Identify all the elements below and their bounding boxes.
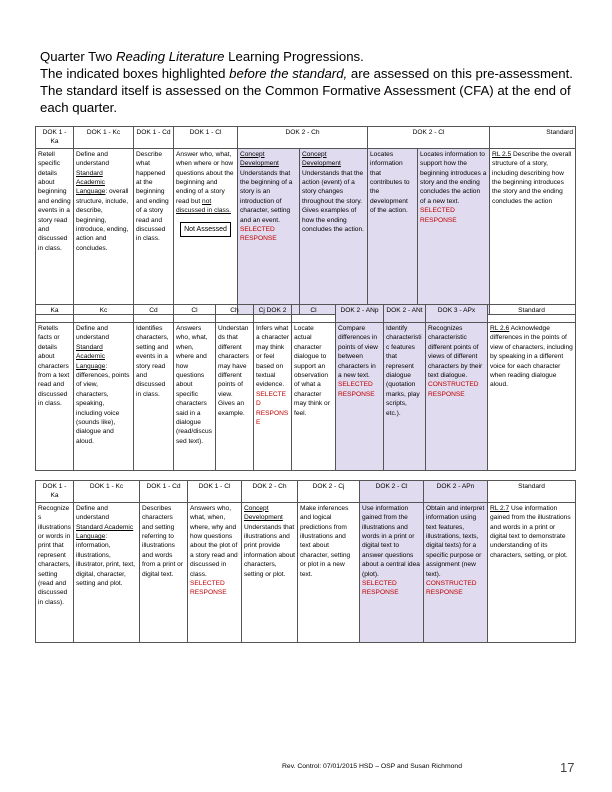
- header-line-1: Quarter Two Reading Literature Learning Progressions.: [40, 49, 364, 64]
- header-cell: Cl: [292, 305, 336, 323]
- table-row: [36, 323, 576, 471]
- table-cell: Describes characters and setting referring to illustrations and words from a print or digital text.: [140, 502, 188, 642]
- header-cell: DOK 2 - APn: [424, 481, 488, 503]
- progression-table-rl-2-5: [35, 126, 576, 315]
- highlighted-cell: Obtain and interpret information using text features, illustrations, texts, digital texts) for a specific purpose or assignment (new text). CONSTRUCTED RESPONSE: [424, 502, 488, 642]
- not-assessed-box: Not Assessed: [180, 222, 231, 237]
- table-cell: Infers what a character may think or feel based on textual evidence. SELECTED RESPONSE: [254, 323, 292, 471]
- header-cell: Kc: [74, 305, 134, 323]
- table-header-row: [36, 481, 576, 503]
- header-cell: DOK 2 - Cl: [360, 481, 424, 503]
- progression-table-rl-2-7: [35, 480, 576, 643]
- table-cell: Recognizes illustrations or words in print that represent characters, setting (read and discussed in class).: [36, 502, 74, 642]
- table-cell: Retells facts or details about characters from a text read and discussed in class.: [36, 323, 74, 471]
- highlighted-cell: Concept Development Understands that the action (event) of a story changes throughout the story. Gives examples of how the ending concludes the action.: [300, 148, 368, 314]
- table-row: [36, 148, 576, 314]
- header-cell: Cj DOK 2: [254, 305, 292, 323]
- highlighted-cell: Recognizes characteristic different points of views of different characters by their text dialogue. CONSTRUCTED RESPONSE: [426, 323, 488, 471]
- progression-table-rl-2-6: [35, 304, 576, 471]
- header-cell: DOK 1 - Cl: [188, 481, 242, 503]
- table-cell: Concept Development Understands that illustrations and print provide information about characters, setting or plot.: [242, 502, 298, 642]
- header-cell: Standard: [488, 305, 576, 323]
- table-cell: Define and understand Standard Academic Language: overall structure, include, describe, beginning, introduce, ending, action and concludes.: [74, 148, 134, 314]
- highlighted-cell: Use information gained from the illustrations and words in a print or digital text to answer questions about a central idea (plot). SELECTED RESPONSE: [360, 502, 424, 642]
- highlighted-cell: Compare differences in points of view between characters in a new text. SELECTED RESPONSE: [336, 323, 384, 471]
- table-cell: Understands that different characters may have different points of view. Gives an example.: [216, 323, 254, 471]
- table-cell: Define and understand Standard Academic Language: information, illustrations, illustrator, print, text, digital, character, setting and plot.: [74, 502, 140, 642]
- table-row: [36, 502, 576, 642]
- header-cell: DOK 1 - Ka: [36, 127, 74, 149]
- header-cell: DOK 1 - Kc: [74, 127, 134, 149]
- header-cell: DOK 1 - Cd: [134, 127, 174, 149]
- table-cell: Define and understand Standard Academic Language: differences, points of view, characters, speaking, including voice (sounds like), dialogue and aloud.: [74, 323, 134, 471]
- table-cell: Make inferences and logical predictions from illustrations and text about character, setting or plot in a new text.: [298, 502, 360, 642]
- header-cell: Standard: [490, 127, 576, 149]
- table-cell: Identifies characters, setting and events in a story read and discussed in class.: [134, 323, 174, 471]
- header-cell: DOK 2 - Ch: [242, 481, 298, 503]
- header-cell: DOK 1 - Kc: [74, 481, 140, 503]
- table-cell: Answers who, what, when, where, why and how questions about the plot of a story read and discussed in class. SELECTED RESPONSE: [188, 502, 242, 642]
- header-cell: DOK 1 - Ka: [36, 481, 74, 503]
- highlighted-cell: Concept Development Understands that the beginning of a story is an introduction of character, setting and an event. SELECTED RESPONSE: [238, 148, 300, 314]
- table-header-row: [36, 127, 576, 149]
- header-cell: DOK 1 - Cd: [140, 481, 188, 503]
- header-cell: DOK 2 - Cj: [298, 481, 360, 503]
- header-cell: DOK 2 - Cl: [368, 127, 490, 149]
- highlighted-cell: Locates information to support how the beginning introduces a story and the ending concludes the action of a new text. SELECTED RESPONSE: [418, 148, 490, 314]
- standard-cell: RL 2.5 Describe the overall structure of a story, including describing how the beginning introduces the story and the ending concludes the action: [490, 148, 576, 314]
- header-cell: DOK 2 - Ch: [238, 127, 368, 149]
- standard-cell: RL 2.7 Use information gained from the illustrations and words in a print or digital text to demonstrate understanding of its characters, setting, or plot.: [488, 502, 576, 642]
- header-cell: DOK 1 - Cl: [174, 127, 238, 149]
- table-cell: Describe what happened at the beginning and ending of a story read and discussed in class.: [134, 148, 174, 314]
- header-cell: DOK 3 - APx: [426, 305, 488, 323]
- footer-revision-control: Rev. Control: 07/01/2015 HSD – OSP and Susan Richmond: [282, 763, 462, 770]
- highlighted-cell: Locates information that contributes to the development of the action.: [368, 148, 418, 314]
- header-cell: Cl: [174, 305, 216, 323]
- page-number: 17: [560, 760, 575, 775]
- header-cell: DOK 2 - ANt: [384, 305, 426, 323]
- header-line-2: The indicated boxes highlighted before the standard, are assessed on this pre-assessment. The standard itself is assessed on the Common Formative Assessment (CFA) at the end of each quarter.: [40, 66, 573, 115]
- highlighted-cell: Identify characteristic features that represent dialogue (quotation marks, play scripts, etc.).: [384, 323, 426, 471]
- table-cell: Retell specific details about beginning and ending events in a story read and discussed in class.: [36, 148, 74, 314]
- header-cell: DOK 2 - ANp: [336, 305, 384, 323]
- header-cell: Standard: [488, 481, 576, 503]
- table-header-row: [36, 305, 576, 323]
- table-cell: Answer who, what, when where or how questions about the beginning and ending of a story read but not discussed in class. Not Assessed: [174, 148, 238, 314]
- standard-cell: RL 2.6 Acknowledge differences in the points of view of characters, including by speaking in a different voice for each character when reading dialogue aloud.: [488, 323, 576, 471]
- table-cell: Locate actual character dialogue to support an observation of what a character may think or feel.: [292, 323, 336, 471]
- header-cell: Ch: [216, 305, 254, 323]
- header-cell: Ka: [36, 305, 74, 323]
- page-header: [40, 48, 580, 116]
- table-cell: Answers who, what, when, where and how questions about specific characters said in a dialogue (read/discussed text).: [174, 323, 216, 471]
- header-cell: Cd: [134, 305, 174, 323]
